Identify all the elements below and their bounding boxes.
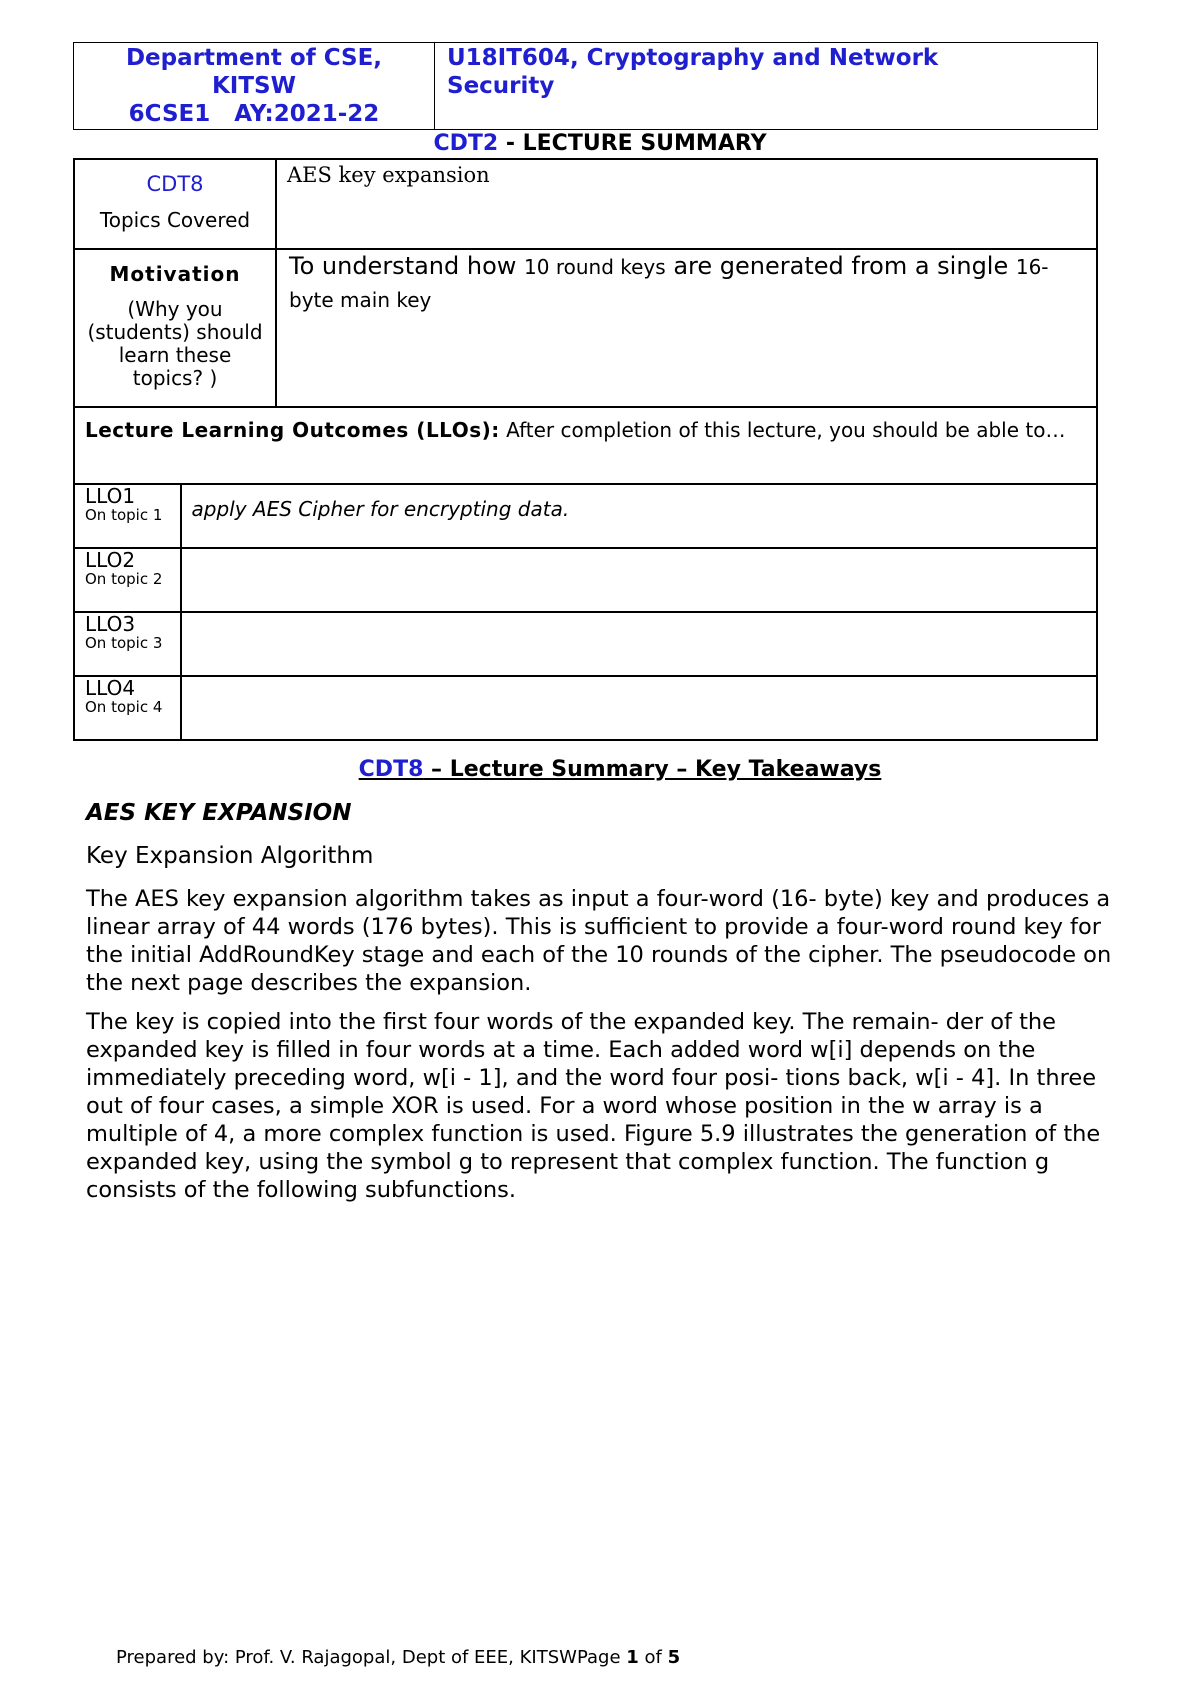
- summary-title-text: - LECTURE SUMMARY: [498, 131, 767, 156]
- header-table: [73, 42, 1098, 130]
- llo-text: apply AES Cipher for encrypting data.: [191, 497, 570, 521]
- llo-topic: On topic 3: [85, 634, 163, 652]
- llo-code: LLO1: [85, 484, 136, 508]
- motivation-blank-1: 10 round keys: [524, 255, 666, 279]
- llo-code: LLO3: [85, 612, 136, 636]
- llo-row: [74, 676, 1097, 740]
- motivation-label-cell: [74, 249, 276, 407]
- summary-code: CDT2: [433, 131, 499, 156]
- topics-value: AES key expansion: [287, 163, 490, 187]
- course-title: U18IT604, Cryptography and Network Security: [447, 45, 939, 99]
- llo-topic: On topic 2: [85, 570, 163, 588]
- section-heading: AES KEY EXPANSION: [86, 800, 352, 826]
- motivation-sub: (Why you (students) should learn these topics? ): [87, 297, 263, 390]
- llo-topic: On topic 1: [85, 506, 163, 524]
- llo-row: [74, 484, 1097, 548]
- llo-topic: On topic 4: [85, 698, 163, 716]
- takeaways-code: CDT8: [358, 757, 424, 782]
- dept-line-3: 6CSE1 AY:2021-22: [128, 101, 380, 127]
- motivation-blank-2: 16-byte main key: [289, 255, 1049, 312]
- llo-code-cell: [74, 612, 181, 676]
- topics-code: CDT8: [146, 172, 204, 196]
- course-cell: [435, 43, 1098, 130]
- llo-text-cell: [181, 676, 1097, 740]
- footer-prepared-by: Prepared by: Prof. V. Rajagopal, Dept of EEE, KITSW: [116, 1647, 577, 1668]
- dept-line-1: Department of CSE,: [125, 45, 383, 71]
- topics-value-cell: [276, 159, 1097, 249]
- dept-line-2: KITSW: [211, 73, 296, 99]
- motivation-label: Motivation: [109, 262, 241, 286]
- motivation-text-b: are generated from a single: [665, 252, 1016, 280]
- takeaways-title: [0, 757, 1200, 782]
- footer-page-total: 5: [667, 1647, 681, 1668]
- paragraph-1: The AES key expansion algorithm takes as input a four-word (16- byte) key and produces a linear array of 44 words (176 bytes). This is sufficient to provide a four-word round key for the initial AddRoundKey stage and each of the 10 rounds of the cipher. The pseudocode on the next page describes the expansion.: [86, 886, 1112, 996]
- llo-row: [74, 612, 1097, 676]
- motivation-text-a: To understand how: [289, 252, 525, 280]
- motivation-value-cell: [276, 249, 1097, 407]
- paragraph-2: The key is copied into the first four words of the expanded key. The remain- der of the expanded key is filled in four words at a time. Each added word w[i] depends on the immediately preceding word, w[i - 1], and the word four posi- tions back, w[i - 4]. In three out of four cases, a simple XOR is used. For a word whose position in the w array is a multiple of 4, a more complex function is used. Figure 5.9 illustrates the generation of the expanded key, using the symbol g to represent that complex function. The function g consists of the following subfunctions.: [86, 1009, 1101, 1203]
- llo-text-cell: [181, 548, 1097, 612]
- summary-title: [0, 131, 1200, 156]
- llo-text-cell: [181, 484, 1097, 548]
- llo-code-cell: [74, 676, 181, 740]
- llo-row: [74, 548, 1097, 612]
- footer-of-word: of: [638, 1647, 668, 1668]
- llo-text-cell: [181, 612, 1097, 676]
- llo-header-label: Lecture Learning Outcomes (LLOs):: [85, 418, 500, 442]
- topics-label-cell: [74, 159, 276, 249]
- department-cell: [74, 43, 435, 130]
- llo-code: LLO4: [85, 676, 136, 700]
- llo-code-cell: [74, 548, 181, 612]
- page-footer: [116, 1647, 680, 1668]
- llo-code-cell: [74, 484, 181, 548]
- footer-page-word: Page: [576, 1647, 627, 1668]
- summary-table: [73, 158, 1098, 741]
- algorithm-heading: Key Expansion Algorithm: [86, 843, 374, 869]
- topics-label: Topics Covered: [99, 208, 251, 232]
- llo-header: [75, 408, 1096, 453]
- motivation-text: [277, 250, 1096, 316]
- takeaways-text: – Lecture Summary – Key Takeaways: [423, 757, 882, 782]
- llo-header-cell: [74, 407, 1097, 484]
- footer-page-number: 1: [626, 1647, 639, 1668]
- llo-header-text: After completion of this lecture, you should be able to…: [499, 418, 1066, 442]
- llo-code: LLO2: [85, 548, 136, 572]
